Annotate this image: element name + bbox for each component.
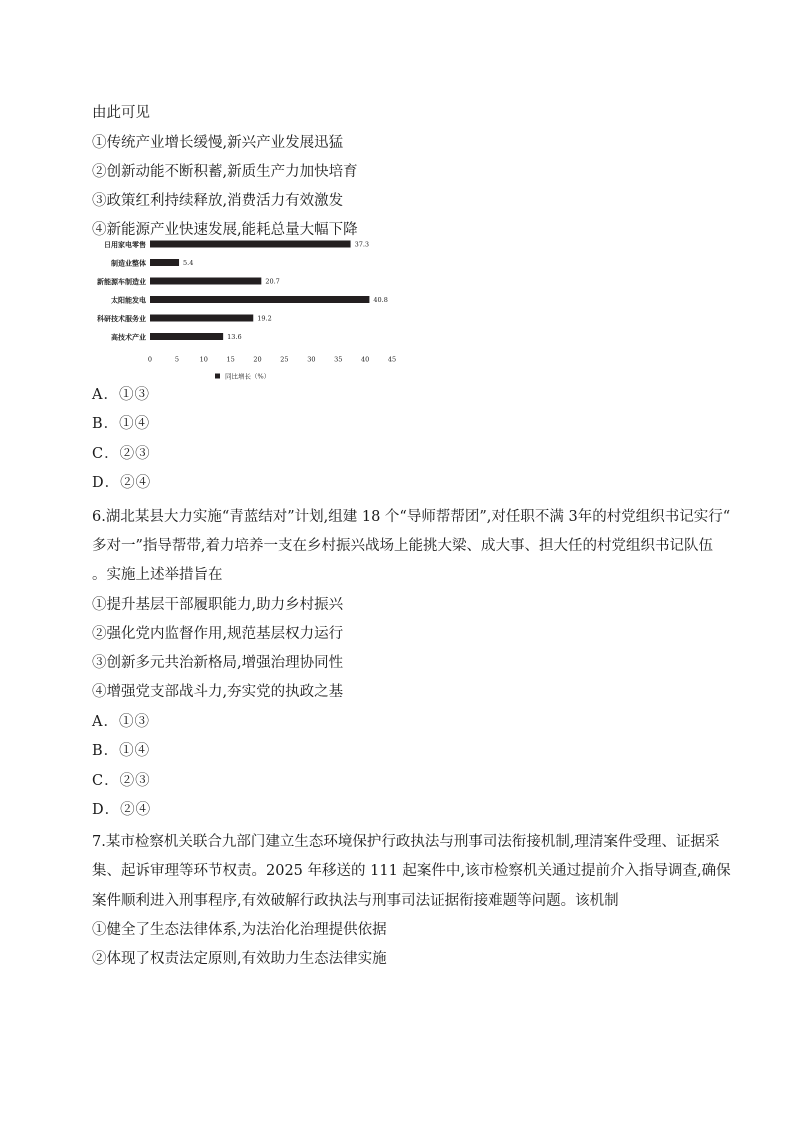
bar — [150, 315, 253, 322]
value-label: 37.3 — [354, 240, 370, 249]
q6-statement-3: ③创新多元共治新格局,增强治理协同性 — [92, 655, 344, 671]
q6-statement-1: ①提升基层干部履职能力,助力乡村振兴 — [92, 597, 344, 613]
category-label: 科研技术服务业 — [97, 314, 146, 323]
q6-stem-line-1: 6.湖北某县大力实施“青蓝结对”计划,组建 18 个“导师帮帮团”,对任职不满 3年的村党组织书记实行“ — [92, 509, 731, 525]
value-label: 5.4 — [183, 259, 194, 267]
q6-statement-2: ②强化党内监督作用,规范基层权力运行 — [92, 626, 344, 642]
q5-option-c: C．②③ — [92, 446, 151, 462]
legend-swatch — [215, 374, 220, 379]
x-tick-label: 10 — [199, 355, 208, 364]
x-tick-label: 30 — [307, 355, 316, 364]
value-label: 40.8 — [373, 296, 388, 304]
q7-statement-1: ①健全了生态法律体系,为法治化治理提供依据 — [92, 922, 387, 938]
q5-statement-1: ①传统产业增长缓慢,新兴产业发展迅猛 — [92, 135, 344, 151]
q5-stem-tail: 由此可见 — [92, 105, 150, 121]
value-label: 13.6 — [227, 333, 242, 341]
bar — [150, 296, 369, 303]
category-label: 日用家电零售 — [104, 240, 146, 249]
category-label: 高技术产业 — [111, 332, 146, 342]
q6-option-c: C．②③ — [92, 773, 151, 789]
q5-option-a: A．①③ — [92, 387, 150, 403]
q7-stem-line-1: 7.某市检察机关联合九部门建立生态环境保护行政执法与刑事司法衔接机制,理清案件受理、证据采 — [92, 834, 720, 850]
q6-option-b: B．①④ — [92, 743, 151, 759]
q6-stem-line-2: 多对一”指导帮带,着力培养一支在乡村振兴战场上能挑大梁、成大事、担大任的村党组织书记队伍 — [92, 538, 714, 554]
q5-option-b: B．①④ — [92, 416, 151, 432]
q7-statement-2: ②体现了权责法定原则,有效助力生态法律实施 — [92, 951, 387, 967]
q5-statement-3: ③政策红利持续释放,消费活力有效激发 — [92, 193, 344, 209]
x-tick-label: 40 — [360, 355, 370, 364]
q6-stem-line-3: 。实施上述举措旨在 — [92, 567, 223, 583]
bar — [150, 241, 351, 248]
q5-statement-4: ④新能源产业快速发展,能耗总量大幅下降 — [92, 222, 358, 238]
q6-statement-4: ④增强党支部战斗力,夯实党的执政之基 — [92, 684, 344, 700]
category-label: 新能源车制造业 — [97, 277, 146, 286]
q7-stem-line-2: 集、起诉审理等环节权责。2025 年移送的 111 起案件中,该市检察机关通过提前介入指导调查,确保 — [92, 863, 731, 879]
value-label: 20.7 — [265, 277, 280, 286]
x-tick-label: 25 — [280, 355, 289, 364]
q6-option-a: A．①③ — [92, 714, 150, 730]
growth-bar-chart — [88, 236, 408, 380]
q7-stem-line-3: 案件顺利进入刑事程序,有效破解行政执法与刑事司法证据衔接难题等问题。该机制 — [92, 893, 619, 909]
q5-option-d: D．②④ — [92, 475, 152, 491]
x-tick-label: 35 — [334, 355, 343, 364]
x-tick-label: 0 — [147, 355, 153, 364]
category-label: 太阳能发电 — [111, 295, 146, 305]
x-tick-label: 45 — [387, 355, 397, 364]
bar — [150, 278, 261, 285]
value-label: 19.2 — [257, 314, 272, 323]
category-label: 制造业整体 — [111, 258, 146, 268]
x-tick-label: 15 — [226, 355, 235, 364]
q6-option-d: D．②④ — [92, 802, 152, 818]
bar — [150, 333, 223, 340]
x-tick-label: 20 — [253, 355, 262, 364]
x-tick-label: 5 — [174, 355, 179, 364]
bar — [150, 259, 179, 266]
q5-statement-2: ②创新动能不断积蓄,新质生产力加快培育 — [92, 164, 358, 180]
legend-label: 同比增长（%） — [225, 372, 271, 380]
